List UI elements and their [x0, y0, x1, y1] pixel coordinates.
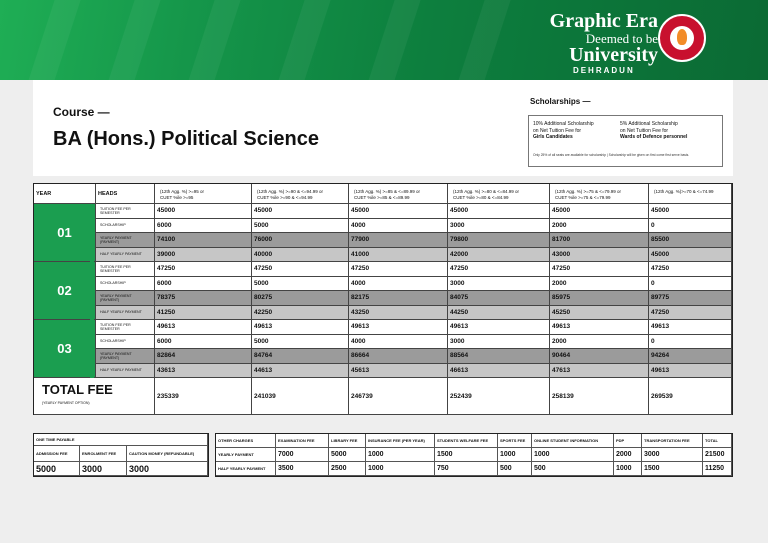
total-fee-value: 235339 [155, 378, 252, 415]
criteria-header [155, 184, 252, 204]
other-charges-value: 5000 [329, 448, 366, 462]
other-charges-header: PDP [614, 434, 642, 448]
university-seal-icon [658, 14, 706, 62]
fee-cell-scholarship: 4000 [349, 335, 448, 350]
scholarship-girls: 10% Additional Scholarship on Net Tuition Fee for Girls Candidates [533, 121, 594, 140]
other-charges-header: TOTAL [703, 434, 732, 448]
criteria-header [649, 184, 732, 204]
other-charges-value: 3000 [642, 448, 703, 462]
other-charges-header: EXAMINATION FEE [276, 434, 329, 448]
other-charges-value: 1000 [498, 448, 532, 462]
course-title: BA (Hons.) Political Science [53, 128, 319, 150]
fee-cell-half: 42250 [252, 306, 349, 321]
fee-cell-half: 45613 [349, 364, 448, 379]
fee-cell-scholarship: 0 [649, 219, 732, 234]
fee-cell-yearly: 89775 [649, 291, 732, 306]
fee-cell-scholarship: 4000 [349, 277, 448, 292]
fee-cell-scholarship: 6000 [155, 335, 252, 350]
other-charges-header: INSURANCE FEE (PER YEAR) [366, 434, 435, 448]
criteria-header [349, 184, 448, 204]
brand-line3: University [569, 44, 658, 66]
fee-cell-half: 44613 [252, 364, 349, 379]
fee-cell-half: 44250 [448, 306, 550, 321]
fee-cell-half: 42000 [448, 248, 550, 263]
year-header: YEAR [34, 184, 96, 204]
fee-cell-half: 43250 [349, 306, 448, 321]
one-time-header: ENROLMENT FEE [80, 446, 127, 462]
criteria-text: (12th Agg. %) >=95 or [160, 189, 205, 194]
fee-cell-yearly: 81700 [550, 233, 649, 248]
fee-cell-tuition: 45000 [448, 204, 550, 219]
fee-cell-scholarship: 2000 [550, 277, 649, 292]
fee-cell-yearly: 79800 [448, 233, 550, 248]
fee-cell-tuition: 45000 [550, 204, 649, 219]
course-card [33, 80, 733, 176]
scholarship-note: Only 25% of all seats are available for scholarship | Scholarship will be given on first come first serve basis. [533, 153, 690, 157]
fee-cell-yearly: 85975 [550, 291, 649, 306]
fee-cell-tuition: 49613 [155, 320, 252, 335]
other-charges-value: 2000 [614, 448, 642, 462]
option-marker [90, 306, 94, 321]
fee-cell-half: 40000 [252, 248, 349, 263]
other-charges-value: 3500 [276, 462, 329, 476]
option-marker [90, 364, 94, 379]
header-stripe [22, 0, 84, 80]
other-charges-table [215, 433, 733, 477]
one-time-value: 3000 [127, 462, 208, 476]
fee-cell-tuition: 47250 [448, 262, 550, 277]
fee-cell-scholarship: 2000 [550, 335, 649, 350]
criteria-text: (12th Agg. %) >=90 & <=94.99 or [257, 189, 324, 194]
fee-cell-scholarship: 5000 [252, 219, 349, 234]
head-label-tuition: TUITION FEE PER SEMESTER [96, 204, 155, 219]
fee-cell-yearly: 88564 [448, 349, 550, 364]
brand-line4: DEHRADUN [572, 66, 635, 75]
fee-cell-scholarship: 3000 [448, 277, 550, 292]
scholarships-box [528, 115, 723, 167]
fee-cell-scholarship: 6000 [155, 277, 252, 292]
criteria-header [550, 184, 649, 204]
other-charges-value: 750 [435, 462, 498, 476]
fee-cell-tuition: 47250 [349, 262, 448, 277]
head-label-tuition: TUITION FEE PER SEMESTER [96, 262, 155, 277]
fee-cell-tuition: 49613 [649, 320, 732, 335]
fee-cell-tuition: 45000 [155, 204, 252, 219]
head-label-yearly: YEARLY PAYMENT (PAYMENT) [96, 291, 155, 306]
fee-cell-scholarship: 5000 [252, 277, 349, 292]
fee-cell-half: 43613 [155, 364, 252, 379]
header-stripe [102, 0, 164, 80]
fee-cell-scholarship: 3000 [448, 335, 550, 350]
fee-cell-tuition: 45000 [649, 204, 732, 219]
head-label-tuition: TUITION FEE PER SEMESTER [96, 320, 155, 335]
head-label-scholarship: SCHOLARSHIP [96, 277, 155, 292]
other-charges-header: SPORTS FEE [498, 434, 532, 448]
other-charges-value: 1000 [366, 448, 435, 462]
criteria-text: CUET %ile >=90 & <=94.99 [257, 195, 313, 200]
head-label-yearly: YEARLY PAYMENT (PAYMENT) [96, 349, 155, 364]
fee-cell-tuition: 47250 [550, 262, 649, 277]
one-time-payable-table [33, 433, 209, 477]
option-marker [90, 248, 94, 263]
fee-cell-half: 47613 [550, 364, 649, 379]
criteria-text: (12th Agg. %) >=80 & <=84.99 or [453, 189, 520, 194]
criteria-text: CUET %ile >=95 [160, 195, 194, 200]
criteria-header [252, 184, 349, 204]
one-time-title: ONE TIME PAYABLE [34, 434, 208, 446]
other-charges-value: 500 [532, 462, 614, 476]
head-label-scholarship: SCHOLARSHIP [96, 219, 155, 234]
year-label: 02 [34, 262, 96, 320]
fee-cell-half: 41000 [349, 248, 448, 263]
total-fee-value: 269539 [649, 378, 732, 415]
header-band [0, 0, 768, 80]
total-fee-label: TOTAL FEE [42, 382, 113, 397]
fee-cell-yearly: 74100 [155, 233, 252, 248]
fee-cell-scholarship: 6000 [155, 219, 252, 234]
one-time-header: CAUTION MONEY (REFUNDABLE) [127, 446, 208, 462]
fee-cell-scholarship: 0 [649, 335, 732, 350]
fee-cell-scholarship: 4000 [349, 219, 448, 234]
option-marker [90, 233, 94, 248]
fee-cell-tuition: 49613 [448, 320, 550, 335]
fee-cell-yearly: 78375 [155, 291, 252, 306]
head-label-scholarship: SCHOLARSHIP [96, 335, 155, 350]
head-label-half: HALF YEARLY PAYMENT [96, 248, 155, 263]
course-label: Course — [53, 105, 110, 119]
head-label-half: HALF YEARLY PAYMENT [96, 306, 155, 321]
scholarship-defence: 5% Additional Scholarship on Net Tuition Fee for Wards of Defence personnel [620, 121, 688, 140]
criteria-text: (12th Agg. %)>=70 & <=74.99 [654, 189, 714, 194]
fee-cell-tuition: 47250 [252, 262, 349, 277]
fee-cell-yearly: 80275 [252, 291, 349, 306]
fee-cell-half: 43000 [550, 248, 649, 263]
total-fee-value: 241039 [252, 378, 349, 415]
other-charges-value: 1500 [435, 448, 498, 462]
fee-cell-scholarship: 3000 [448, 219, 550, 234]
other-charges-row-label: HALF YEARLY PAYMENT [216, 462, 276, 476]
brand-line1: Graphic Era [549, 10, 658, 32]
other-charges-value: 7000 [276, 448, 329, 462]
criteria-header [448, 184, 550, 204]
other-charges-row-label: YEARLY PAYMENT [216, 448, 276, 462]
total-fee-value: 246739 [349, 378, 448, 415]
option-marker [90, 291, 94, 306]
fee-cell-yearly: 85500 [649, 233, 732, 248]
fee-cell-yearly: 84075 [448, 291, 550, 306]
other-charges-header: ONLINE STUDENT INFORMATION [532, 434, 614, 448]
fee-cell-yearly: 90464 [550, 349, 649, 364]
header-stripe [182, 0, 244, 80]
university-logo-text [550, 10, 658, 77]
fee-cell-half: 39000 [155, 248, 252, 263]
header-stripe [362, 0, 424, 80]
option-marker [90, 349, 94, 364]
fee-cell-half: 41250 [155, 306, 252, 321]
other-charges-value: 1000 [532, 448, 614, 462]
other-charges-header: TRANSPORTATION FEE [642, 434, 703, 448]
fee-cell-tuition: 49613 [349, 320, 448, 335]
other-charges-value: 1000 [614, 462, 642, 476]
other-charges-header: LIBRARY FEE [329, 434, 366, 448]
criteria-text: (12th Agg. %) >=75 & <=79.99 or [555, 189, 622, 194]
criteria-text: CUET %ile >=80 & <=84.99 [453, 195, 509, 200]
head-label-half: HALF YEARLY PAYMENT [96, 364, 155, 379]
fee-cell-scholarship: 2000 [550, 219, 649, 234]
fee-cell-half: 45250 [550, 306, 649, 321]
fee-table [33, 183, 733, 415]
fee-cell-yearly: 76000 [252, 233, 349, 248]
fee-cell-yearly: 77900 [349, 233, 448, 248]
fee-cell-tuition: 49613 [550, 320, 649, 335]
criteria-text: (12th Agg. %) >=85 & <=89.99 or [354, 189, 421, 194]
fee-cell-yearly: 82175 [349, 291, 448, 306]
criteria-text: CUET %ile >=85 & <=89.99 [354, 195, 410, 200]
fee-cell-tuition: 47250 [649, 262, 732, 277]
year-label: 03 [34, 320, 96, 378]
other-charges-value: 21500 [703, 448, 732, 462]
other-charges-header: STUDENTS WELFARE FEE [435, 434, 498, 448]
fee-cell-tuition: 45000 [349, 204, 448, 219]
other-charges-value: 1500 [642, 462, 703, 476]
fee-cell-half: 49613 [649, 364, 732, 379]
brand-line2: Deemed to be [585, 31, 658, 46]
header-stripe [452, 0, 514, 80]
other-charges-value: 500 [498, 462, 532, 476]
fee-cell-half: 47250 [649, 306, 732, 321]
heads-header: HEADS [96, 184, 155, 204]
fee-cell-yearly: 84764 [252, 349, 349, 364]
fee-cell-scholarship: 5000 [252, 335, 349, 350]
fee-cell-yearly: 86664 [349, 349, 448, 364]
scholarships-label: Scholarships — [530, 97, 591, 106]
header-stripe [272, 0, 334, 80]
head-label-yearly: YEARLY PAYMENT (PAYMENT) [96, 233, 155, 248]
fee-cell-half: 45000 [649, 248, 732, 263]
one-time-header: ADMISSION FEE [34, 446, 80, 462]
fee-cell-tuition: 45000 [252, 204, 349, 219]
fee-cell-scholarship: 0 [649, 277, 732, 292]
other-charges-value: 1000 [366, 462, 435, 476]
one-time-value: 5000 [34, 462, 80, 476]
year-label: 01 [34, 204, 96, 262]
total-fee-sub: (YEARLY PAYMENT OPTION) [42, 401, 90, 405]
total-fee-value: 252439 [448, 378, 550, 415]
other-charges-value: 2500 [329, 462, 366, 476]
total-fee-value: 258139 [550, 378, 649, 415]
fee-cell-yearly: 82864 [155, 349, 252, 364]
criteria-text: CUET %ile >=75 & <=79.99 [555, 195, 611, 200]
fee-cell-tuition: 49613 [252, 320, 349, 335]
fee-cell-tuition: 47250 [155, 262, 252, 277]
one-time-value: 3000 [80, 462, 127, 476]
other-charges-title: OTHER CHARGES [216, 434, 276, 448]
fee-cell-yearly: 94264 [649, 349, 732, 364]
fee-cell-half: 46613 [448, 364, 550, 379]
other-charges-value: 11250 [703, 462, 732, 476]
